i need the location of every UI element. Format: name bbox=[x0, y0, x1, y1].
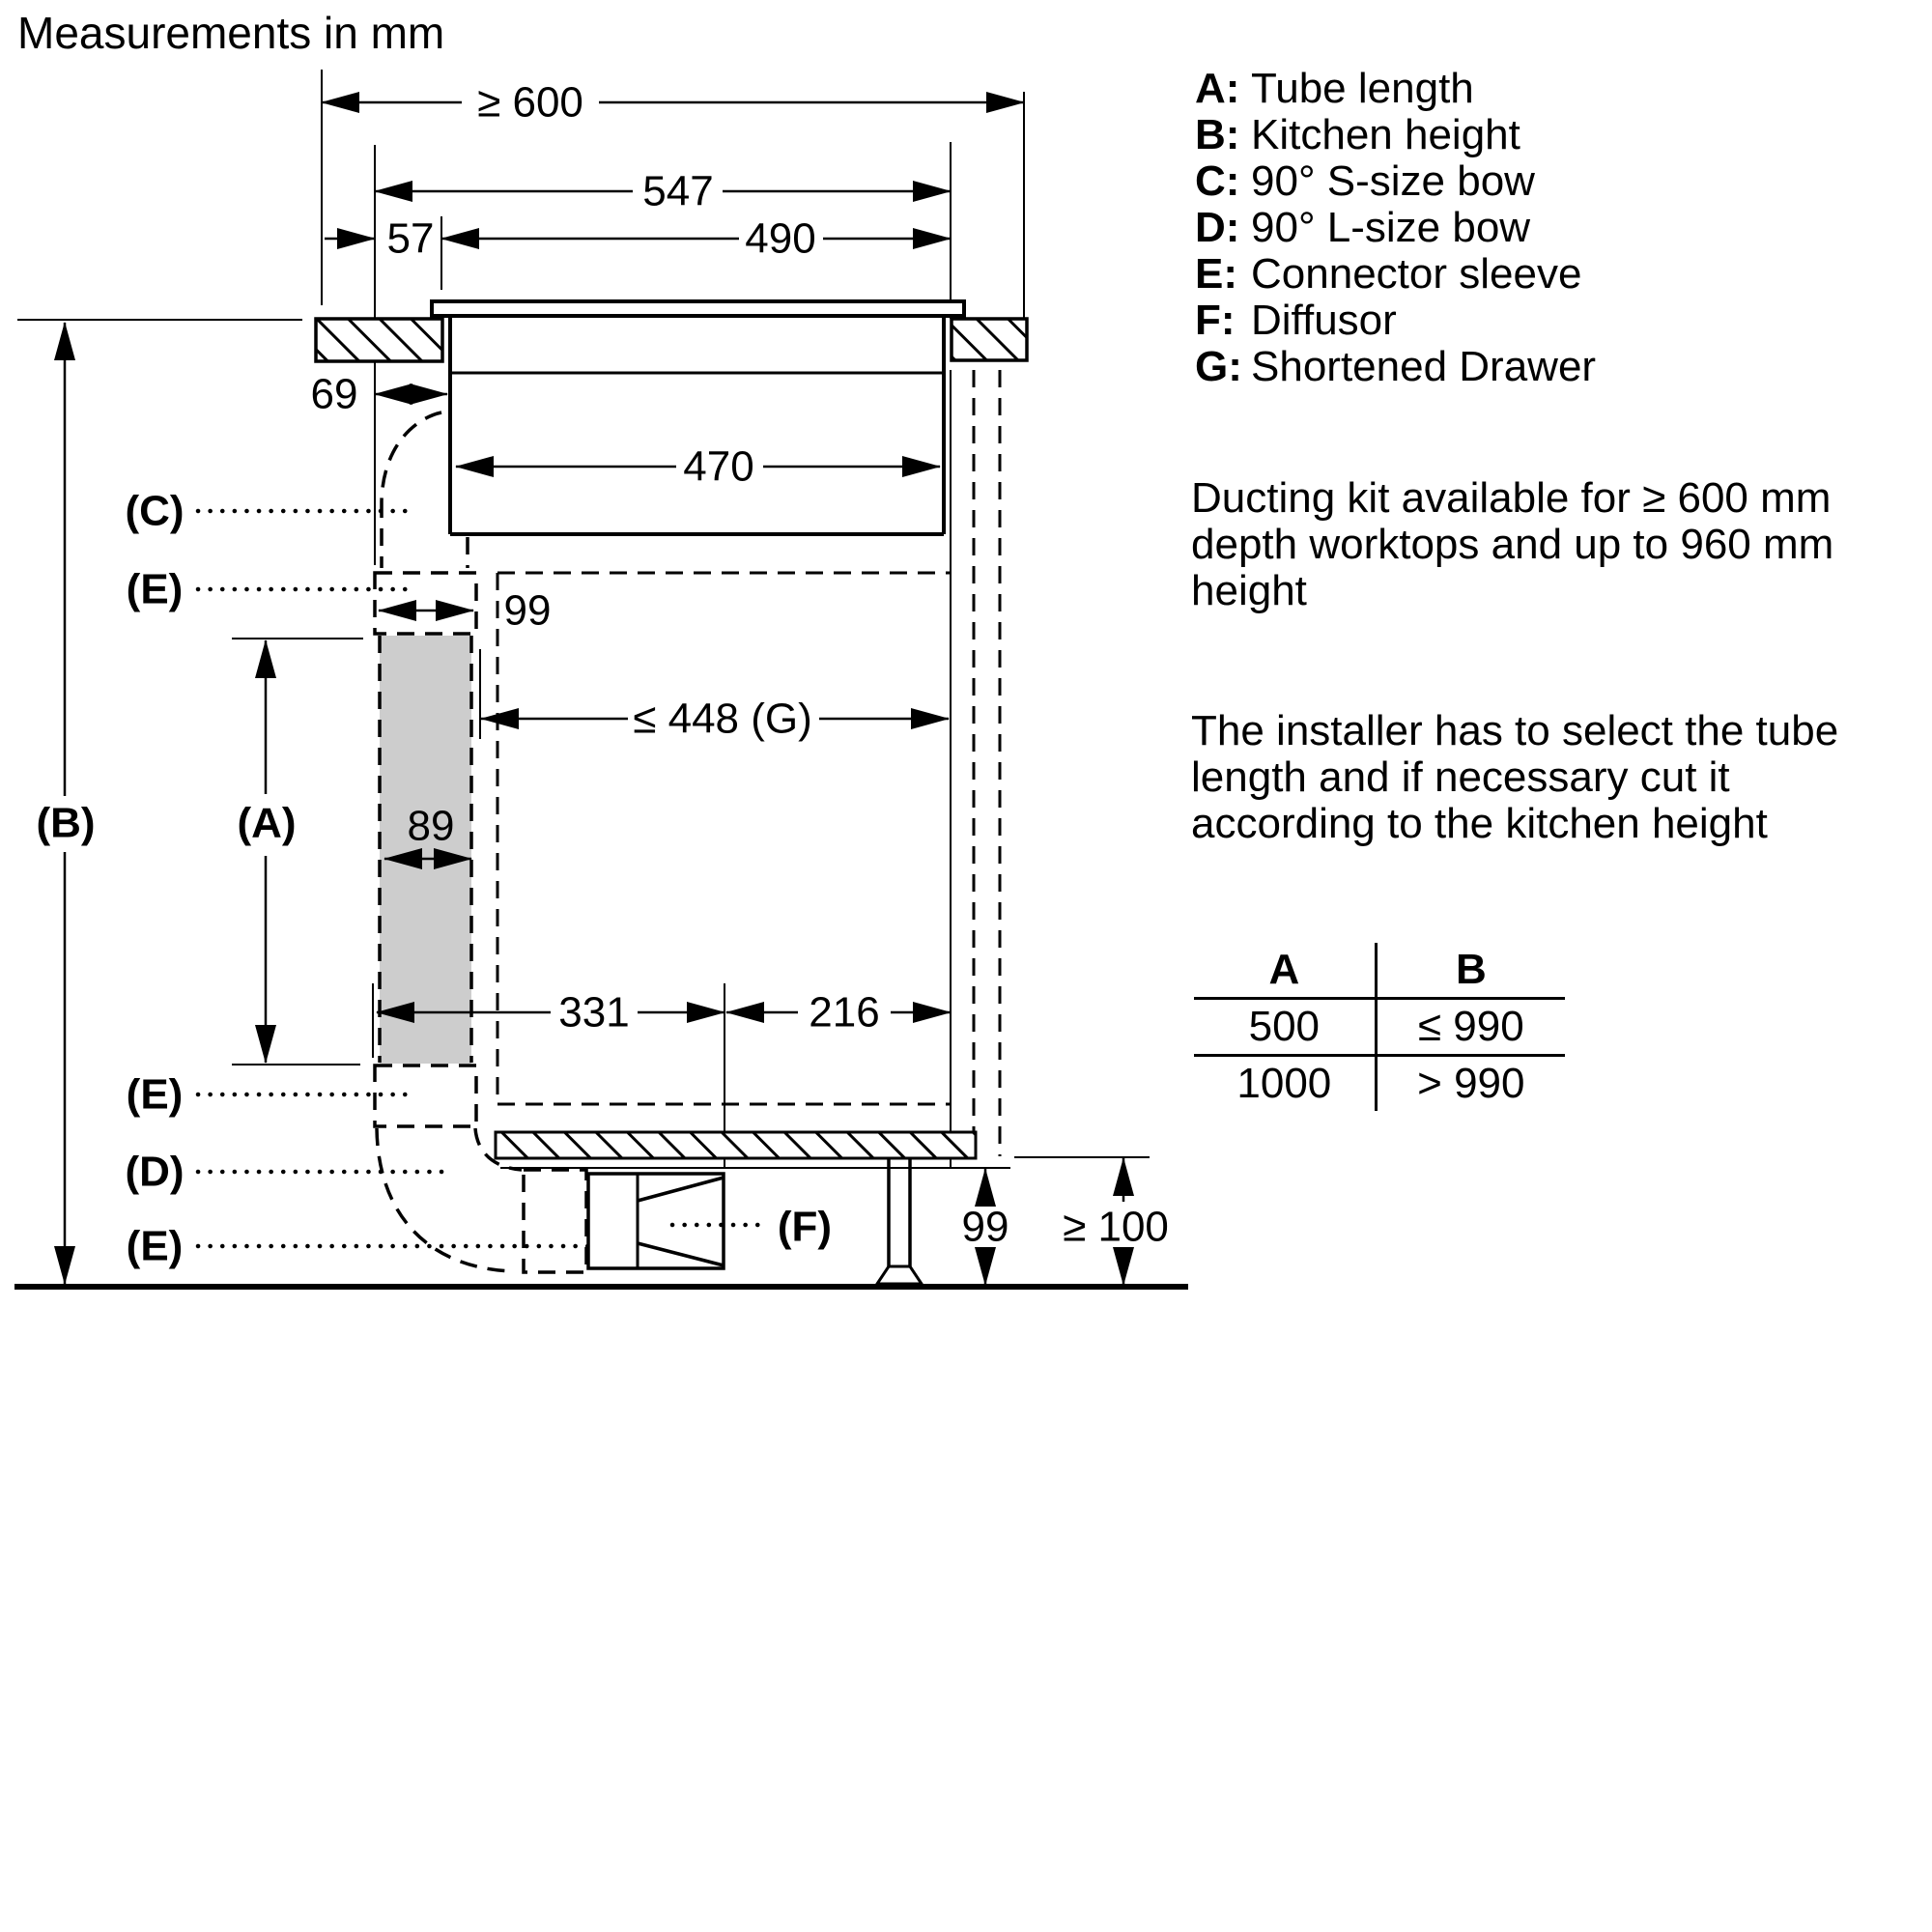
note-line: height bbox=[1191, 567, 1307, 614]
drawer-bottom-panel bbox=[496, 1132, 976, 1158]
hob-glass-top bbox=[432, 301, 964, 316]
cabinet-foot bbox=[877, 1159, 922, 1284]
legend-item-F bbox=[1195, 298, 1596, 344]
legend-letter: A: bbox=[1195, 65, 1240, 112]
dim-worktop-depth: ≥ 600 bbox=[477, 78, 583, 127]
duct-outlet-box bbox=[524, 1170, 586, 1272]
label-F: (F) bbox=[777, 1203, 833, 1251]
dimension-lines bbox=[65, 102, 1123, 1285]
table-row bbox=[1194, 1056, 1565, 1112]
label-D: (D) bbox=[125, 1148, 185, 1196]
dim-57: 57 bbox=[386, 214, 435, 263]
note-ducting-kit bbox=[1191, 475, 1833, 614]
hob-unit bbox=[432, 301, 964, 534]
note-line: Ducting kit available for ≥ 600 mm bbox=[1191, 474, 1832, 522]
label-E-mid: (E) bbox=[126, 1070, 184, 1119]
page-title: Measurements in mm bbox=[17, 8, 445, 58]
dim-490: 490 bbox=[745, 214, 816, 263]
s-bow-outline bbox=[382, 412, 468, 568]
table-header-A: A bbox=[1194, 943, 1376, 999]
legend-text: Tube length bbox=[1251, 65, 1474, 112]
dim-clearance-100: ≥ 100 bbox=[1063, 1203, 1169, 1251]
dim-69: 69 bbox=[310, 370, 358, 418]
legend-letter: B: bbox=[1195, 111, 1240, 158]
legend-letter: E: bbox=[1195, 250, 1237, 298]
dim-tube-89: 89 bbox=[407, 802, 455, 850]
worktop-cross-section bbox=[316, 319, 1027, 361]
table-header-row bbox=[1194, 943, 1565, 999]
legend bbox=[1195, 66, 1596, 390]
tube-fill bbox=[380, 636, 471, 1064]
dim-drawer-448: ≤ 448 (G) bbox=[633, 695, 812, 743]
dim-216: 216 bbox=[809, 988, 880, 1037]
worktop-left-block bbox=[316, 319, 442, 361]
legend-text: Diffusor bbox=[1251, 297, 1397, 344]
table-cell-a: 1000 bbox=[1194, 1056, 1376, 1112]
label-E-bottom: (E) bbox=[126, 1222, 184, 1270]
dim-470: 470 bbox=[683, 442, 754, 491]
dim-sleeve-99: 99 bbox=[503, 586, 552, 635]
note-line: depth worktops and up to 960 mm bbox=[1191, 521, 1834, 568]
note-installer bbox=[1191, 708, 1838, 847]
legend-item-A bbox=[1195, 66, 1596, 112]
dim-331: 331 bbox=[558, 988, 630, 1037]
table-cell-b: > 990 bbox=[1417, 1060, 1525, 1107]
label-E-top: (E) bbox=[126, 565, 184, 613]
diffusor bbox=[588, 1174, 724, 1268]
tube-length-table bbox=[1194, 943, 1565, 1111]
legend-item-D bbox=[1195, 205, 1596, 251]
label-B: (B) bbox=[36, 799, 96, 847]
note-line: The installer has to select the tube bbox=[1191, 707, 1839, 754]
label-A: (A) bbox=[237, 799, 297, 847]
table-header-B: B bbox=[1376, 943, 1565, 999]
legend-text: Kitchen height bbox=[1251, 111, 1520, 158]
connector-sleeve-top bbox=[375, 573, 476, 634]
note-line: length and if necessary cut it bbox=[1191, 753, 1730, 801]
dim-547: 547 bbox=[642, 167, 714, 215]
worktop-right-block bbox=[952, 319, 1027, 360]
legend-item-B bbox=[1195, 112, 1596, 158]
table-row bbox=[1194, 999, 1565, 1056]
table-cell-a: 500 bbox=[1194, 999, 1376, 1056]
legend-item-E bbox=[1195, 251, 1596, 298]
cabinet-right-wall bbox=[974, 370, 1000, 1156]
legend-item-C bbox=[1195, 158, 1596, 205]
legend-text: Shortened Drawer bbox=[1251, 343, 1597, 390]
label-C: (C) bbox=[125, 487, 185, 535]
legend-letter: C: bbox=[1195, 157, 1240, 205]
dim-plinth-99: 99 bbox=[961, 1203, 1009, 1251]
table-cell-b: ≤ 990 bbox=[1376, 999, 1565, 1056]
legend-text: 90° S-size bow bbox=[1251, 157, 1535, 205]
legend-letter: D: bbox=[1195, 204, 1240, 251]
note-line: according to the kitchen height bbox=[1191, 800, 1768, 847]
legend-item-G bbox=[1195, 344, 1596, 390]
installation-diagram bbox=[0, 0, 1208, 1352]
legend-letter: G: bbox=[1195, 343, 1242, 390]
legend-letter: F: bbox=[1195, 297, 1236, 344]
legend-text: 90° L-size bow bbox=[1251, 204, 1531, 251]
legend-text: Connector sleeve bbox=[1251, 250, 1582, 298]
connector-sleeve-mid bbox=[375, 1065, 476, 1126]
